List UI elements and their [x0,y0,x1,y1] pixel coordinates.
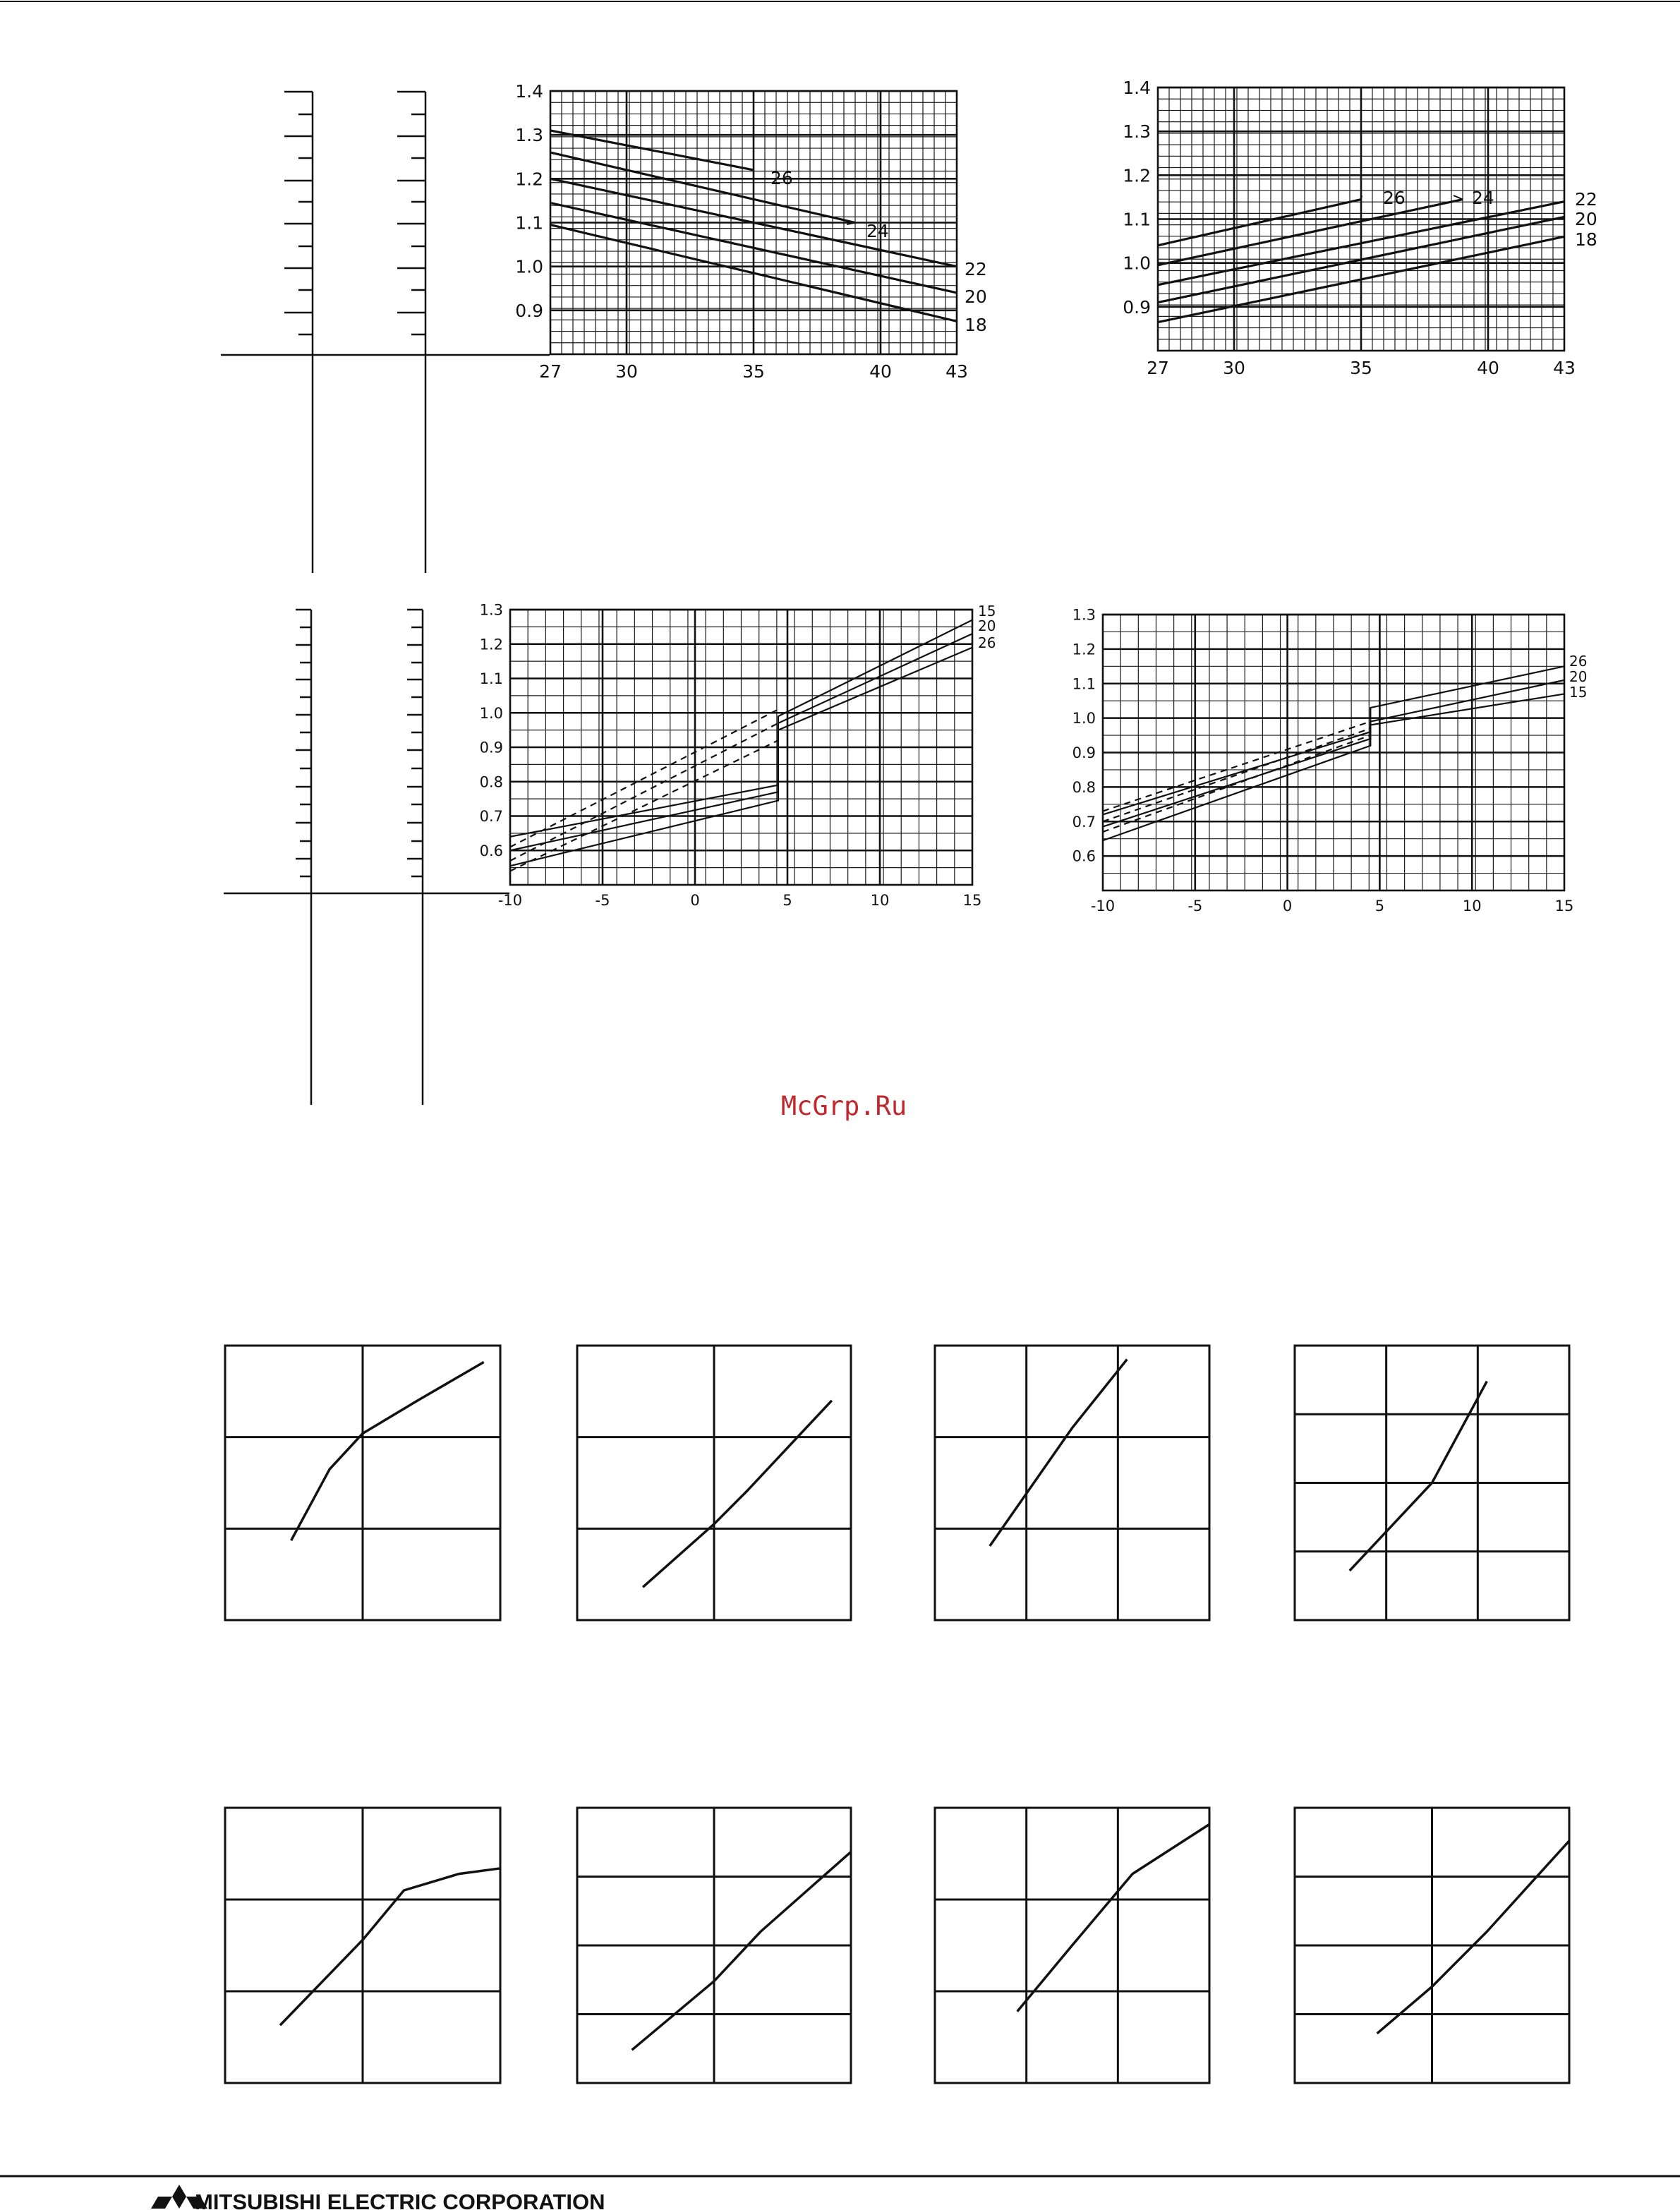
watermark-text: McGrp.Ru [780,1091,907,1121]
x-tick-label: 30 [615,361,638,382]
x-tick-label: 35 [742,361,765,382]
x-tick-label: 43 [945,361,968,382]
y-tick-label: 1.1 [515,212,543,234]
mini-curve [632,1852,851,2050]
major-grid [1158,87,1564,351]
x-tick-label: -5 [1188,898,1203,914]
mini-curve [280,1868,500,2025]
x-tick-label: -10 [1090,898,1116,914]
mini-chart-1 [225,1346,500,1620]
mini-curve [1377,1841,1569,2034]
y-tick-label: 0.6 [479,842,503,859]
y-tick-label: 1.1 [1072,675,1096,693]
x-tick-label: -5 [595,892,610,909]
mini-curve [291,1362,484,1540]
heating-capacity-chart-left [480,602,996,909]
y-tick-label: 0.9 [479,739,503,756]
x-tick-label: 40 [869,361,892,382]
x-tick-label: 15 [962,892,982,909]
series-label: 15 [978,603,996,620]
company-name: MITSUBISHI ELECTRIC CORPORATION [195,2190,605,2210]
y-tick-label: 1.4 [515,81,543,102]
series-label: 20 [1575,209,1597,229]
y-tick-label: 1.3 [515,125,543,146]
y-tick-label: 0.9 [1072,744,1096,762]
series-label: 15 [1569,684,1588,701]
x-tick-label: 30 [1223,358,1245,378]
x-tick-label: 10 [870,892,890,909]
series-line-20-dash [510,723,778,861]
y-tick-label: 1.4 [1123,78,1151,98]
series-label: 24 [866,221,889,241]
y-tick-label: 0.8 [479,773,503,791]
cooling-capacity-chart-left [515,81,987,382]
y-tick-label: 1.0 [1123,253,1151,274]
y-tick-label: 1.3 [1123,121,1151,143]
cooling-side-scales [221,92,550,573]
x-tick-label: 0 [690,892,700,909]
y-tick-label: 1.2 [515,169,543,190]
x-tick-label: 27 [539,361,562,382]
x-tick-label: 15 [1554,898,1574,914]
y-tick-label: 1.3 [1072,606,1096,624]
series-label: 22 [965,259,987,279]
x-tick-label: -10 [497,892,523,909]
y-tick-label: 1.1 [479,670,503,688]
x-tick-label: 10 [1462,898,1482,914]
mini-curve [1017,1824,1209,2011]
x-tick-label: 35 [1350,358,1372,378]
series-label: 26 [770,168,793,188]
mini-chart-6 [577,1808,851,2083]
series-leader [1361,195,1362,200]
x-tick-label: 27 [1147,358,1169,378]
series-label: 24 [1472,188,1494,208]
y-tick-label: 1.0 [479,704,503,722]
heating-capacity-chart-right [1072,607,1588,914]
series-line-26-dash [510,740,778,871]
mini-frame [935,1346,1209,1620]
series-label: 18 [1575,229,1597,250]
mini-chart-2 [577,1346,851,1620]
y-tick-label: 1.0 [515,256,543,277]
mini-chart-7 [935,1808,1209,2083]
series-label: 22 [1575,189,1597,210]
y-tick-label: 0.7 [479,808,503,826]
y-tick-label: 0.6 [1072,847,1096,865]
x-tick-label: 5 [1374,898,1385,914]
mini-chart-4 [1295,1346,1569,1620]
mini-chart-3 [935,1346,1209,1620]
y-tick-label: 1.2 [1123,165,1151,186]
series-line-20-dash [1103,728,1370,821]
mini-chart-5 [225,1808,500,2083]
y-tick-label: 0.9 [1123,296,1151,318]
y-tick-label: 0.7 [1072,813,1096,831]
series-leader [1454,195,1463,200]
series-label: 26 [1569,653,1588,670]
series-label: 26 [978,634,996,652]
y-tick-label: 0.9 [515,300,543,321]
y-tick-label: 1.3 [479,601,503,619]
heating-side-scales [224,610,509,1105]
x-tick-label: 40 [1477,358,1499,378]
mini-curve [990,1359,1128,1546]
mini-curve [643,1401,832,1588]
y-tick-label: 1.2 [479,636,503,653]
cooling-capacity-chart-right [1123,78,1597,378]
series-label: 18 [965,315,987,335]
series-label: 20 [978,617,996,635]
y-tick-label: 1.2 [1072,641,1096,658]
series-line-15-dash [1103,735,1370,832]
y-tick-label: 1.1 [1123,209,1151,230]
series-label: 20 [1569,668,1588,686]
series-label: 20 [965,286,987,307]
x-tick-label: 43 [1553,358,1576,378]
series-label: 26 [1383,188,1406,208]
x-tick-label: 0 [1282,898,1293,914]
mini-curve [1350,1382,1487,1571]
y-tick-label: 0.8 [1072,778,1096,796]
y-tick-label: 1.0 [1072,710,1096,727]
mini-chart-8 [1295,1808,1569,2083]
x-tick-label: 5 [782,892,792,909]
